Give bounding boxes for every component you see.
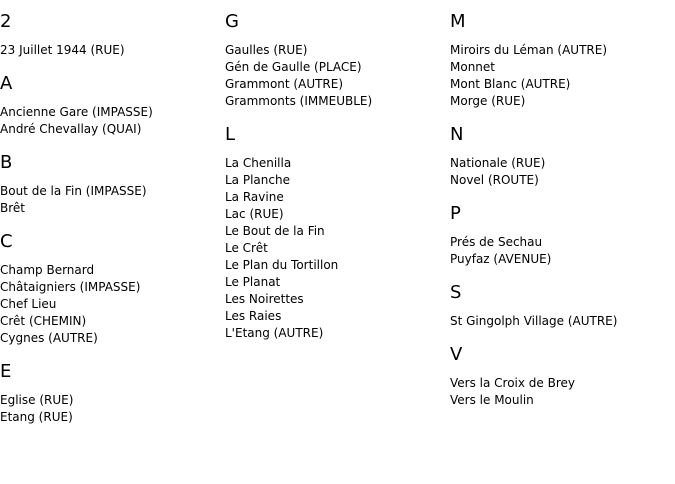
street-entry: Prés de Sechau xyxy=(450,235,543,249)
letter-group xyxy=(0,138,220,217)
letter-heading: V xyxy=(450,344,463,365)
street-entry: Le Bout de la Fin xyxy=(225,224,325,238)
street-entry: Nationale (RUE) xyxy=(450,156,546,170)
street-entry: Vers la Croix de Brey xyxy=(450,376,576,390)
street-entry: Crêt (CHEMIN) xyxy=(0,314,87,328)
letter-heading: 2 xyxy=(0,11,12,32)
street-entry: Grammont (AUTRE) xyxy=(225,77,344,91)
street-entry: Bout de la Fin (IMPASSE) xyxy=(0,184,147,198)
letter-heading: S xyxy=(450,282,462,303)
index-column-2 xyxy=(225,0,445,342)
street-entry: Monnet xyxy=(450,60,495,74)
street-entry: Novel (ROUTE) xyxy=(450,173,539,187)
index-column-1 xyxy=(0,0,220,426)
letter-group xyxy=(225,0,445,110)
street-list xyxy=(450,304,670,330)
street-list xyxy=(0,253,220,347)
street-entry: Puyfaz (AVENUE) xyxy=(450,252,552,266)
letter-group xyxy=(450,189,670,268)
street-entry: Eglise (RUE) xyxy=(0,393,74,407)
street-entry: Grammonts (IMMEUBLE) xyxy=(225,94,373,108)
street-entry: La Chenilla xyxy=(225,156,292,170)
street-entry: Chef Lieu xyxy=(0,297,57,311)
letter-group xyxy=(0,59,220,138)
street-entry: Brêt xyxy=(0,201,25,215)
street-entry: Lac (RUE) xyxy=(225,207,284,221)
street-list xyxy=(225,146,445,342)
letter-heading: B xyxy=(0,152,13,173)
letter-heading: E xyxy=(0,361,12,382)
street-entry: Les Raies xyxy=(225,309,282,323)
street-entry: Le Crêt xyxy=(225,241,268,255)
letter-heading: P xyxy=(450,203,461,224)
street-list xyxy=(0,95,220,138)
street-entry: La Planche xyxy=(225,173,290,187)
street-entry: Gén de Gaulle (PLACE) xyxy=(225,60,362,74)
letter-group xyxy=(0,347,220,426)
letter-group xyxy=(450,110,670,189)
street-entry: Le Planat xyxy=(225,275,281,289)
street-list xyxy=(0,383,220,426)
letter-heading: A xyxy=(0,73,13,94)
index-column-3 xyxy=(450,0,670,409)
street-entry: Morge (RUE) xyxy=(450,94,526,108)
street-entry: André Chevallay (QUAI) xyxy=(0,122,142,136)
street-list xyxy=(450,33,670,110)
letter-group xyxy=(450,330,670,409)
street-entry: St Gingolph Village (AUTRE) xyxy=(450,314,618,328)
street-list xyxy=(450,225,670,268)
letter-heading: C xyxy=(0,231,13,252)
street-entry: Mont Blanc (AUTRE) xyxy=(450,77,571,91)
letter-heading: L xyxy=(225,124,236,145)
street-list xyxy=(225,33,445,110)
street-entry: Cygnes (AUTRE) xyxy=(0,331,98,345)
street-entry: La Ravine xyxy=(225,190,284,204)
street-entry: Ancienne Gare (IMPASSE) xyxy=(0,105,153,119)
street-list xyxy=(0,174,220,217)
letter-group xyxy=(225,110,445,342)
street-entry: Vers le Moulin xyxy=(450,393,534,407)
letter-group xyxy=(0,217,220,347)
street-entry: Etang (RUE) xyxy=(0,410,73,424)
street-list xyxy=(0,33,220,59)
letter-heading: G xyxy=(225,11,239,32)
letter-heading: M xyxy=(450,11,466,32)
street-entry: Le Plan du Tortillon xyxy=(225,258,339,272)
street-list xyxy=(450,366,670,409)
street-entry: Gaulles (RUE) xyxy=(225,43,308,57)
street-entry: L'Etang (AUTRE) xyxy=(225,326,324,340)
street-entry: Champ Bernard xyxy=(0,263,95,277)
letter-group xyxy=(450,268,670,330)
letter-group xyxy=(0,0,220,59)
letter-heading: N xyxy=(450,124,464,145)
street-list xyxy=(450,146,670,189)
letter-group xyxy=(450,0,670,110)
street-entry: Miroirs du Léman (AUTRE) xyxy=(450,43,607,57)
street-entry: 23 Juillet 1944 (RUE) xyxy=(0,43,125,57)
street-entry: Les Noirettes xyxy=(225,292,304,306)
street-entry: Châtaigniers (IMPASSE) xyxy=(0,280,141,294)
